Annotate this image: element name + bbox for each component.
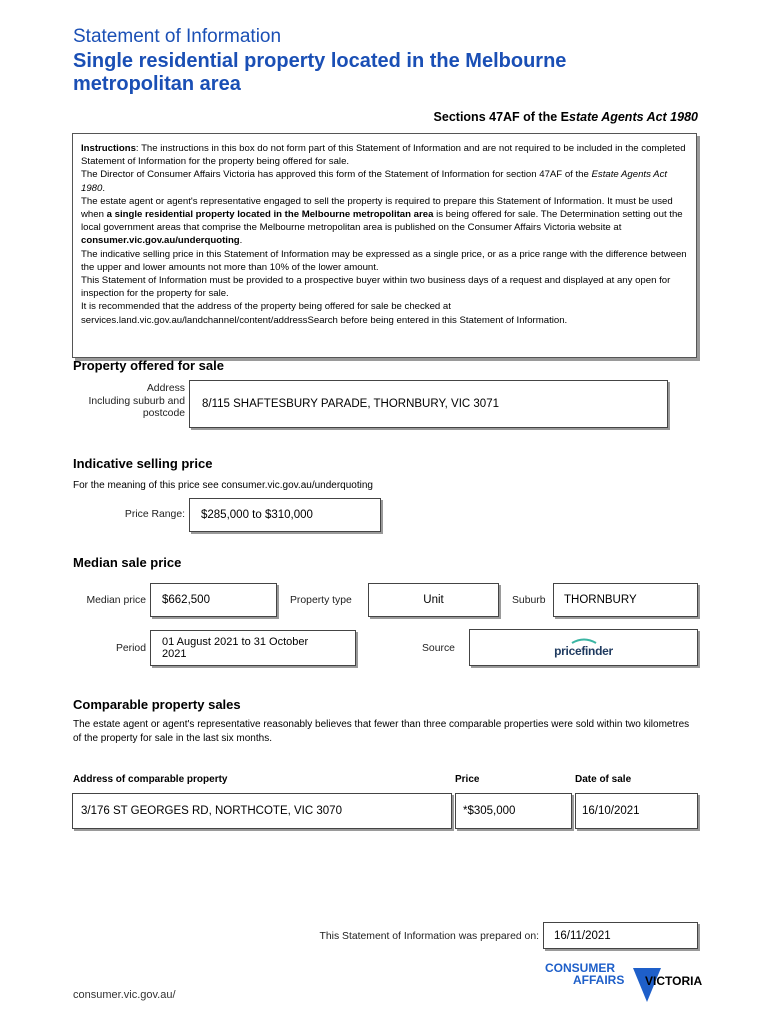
address-field[interactable]: 8/115 SHAFTESBURY PARADE, THORNBURY, VIC 3071 [189,380,668,428]
source-label: Source [422,643,455,654]
address-label: Address Including suburb and postcode [88,383,185,419]
comparable-price-field[interactable]: *$305,000 [455,793,572,829]
source-field[interactable] [469,629,698,666]
period-field[interactable]: 01 August 2021 to 31 October 2021 [150,630,356,666]
comparable-address-field[interactable]: 3/176 ST GEORGES RD, NORTHCOTE, VIC 3070 [72,793,452,829]
pricefinder-logo: pricefinder [554,638,613,658]
indicative-note: For the meaning of this price see consumer.vic.gov.au/underquoting [73,480,373,491]
prepared-date-field[interactable]: 16/11/2021 [543,922,698,949]
median-price-field[interactable]: $662,500 [150,583,277,617]
comparable-section-title: Comparable property sales [73,697,241,712]
price-range-label: Price Range: [124,509,185,520]
comparable-note: The estate agent or agent's representative reasonably believes that fewer than three comparable properties were sold within two kilometres of the property for sale in the last six months. [73,719,690,744]
median-section-title: Median sale price [73,555,182,570]
indicative-section-title: Indicative selling price [73,456,213,471]
property-type-field[interactable]: Unit [368,583,499,617]
col-header-date: Date of sale [575,774,632,785]
instructions-label: Instructions [81,143,136,154]
consumer-affairs-victoria-logo: CONSUMER AFFAIRS VICTORIA [545,962,701,1002]
suburb-field[interactable]: THORNBURY [553,583,698,617]
comparable-date-field[interactable]: 16/10/2021 [575,793,698,829]
property-section-title: Property offered for sale [73,358,224,373]
property-type-label: Property type [290,595,352,606]
instructions-box: Instructions: The instructions in this box do not form part of this Statement of Information and are not required to be included in the completed Statement of Information for the property being offered for sale. The Director of Consumer Affairs Victoria has approved this form of the Statement of Information for section 47AF of the Estate Agents Act 1980. The estate agent or agent's representative engaged to sell the property is required to prepare this Statement of Information. It must be used when a single residential property located in the Melbourne metropolitan area is being offered for sale. The Determination setting out the local government areas that comprise the Melbourne metropolitan area is published on the Consumer Affairs Victoria website at consumer.vic.gov.au/underquoting. The indicative selling price in this Statement of Information may be expressed as a single price, or as a price range with the difference between the upper and lower amounts not more than 10% of the lower amount. This Statement of Information must be provided to a prospective buyer within two business days of a request and displayed at any open for inspection for the property for sale. It is recommended that the address of the property being offered for sale be checked at services.land.vic.gov.au/landchannel/content/addressSearch before being entered in this Statement of Information. [72,133,697,358]
suburb-label: Suburb [512,595,546,606]
period-label: Period [115,643,146,654]
col-header-price: Price [455,774,480,785]
underquoting-link[interactable]: consumer.vic.gov.au/underquoting [81,235,240,247]
price-range-field[interactable]: $285,000 to $310,000 [189,498,381,532]
prepared-on-label: This Statement of Information was prepared on: [319,931,539,942]
footer-website[interactable]: consumer.vic.gov.au/ [73,989,176,1001]
median-price-label: Median price [86,595,146,606]
document-pretitle: Statement of Information [73,26,282,47]
document-title: Single residential property located in the Melbourne metropolitan area [73,50,567,95]
col-header-address: Address of comparable property [73,774,228,785]
section-reference: Sections 47AF of the Estate Agents Act 1980 [433,110,698,124]
